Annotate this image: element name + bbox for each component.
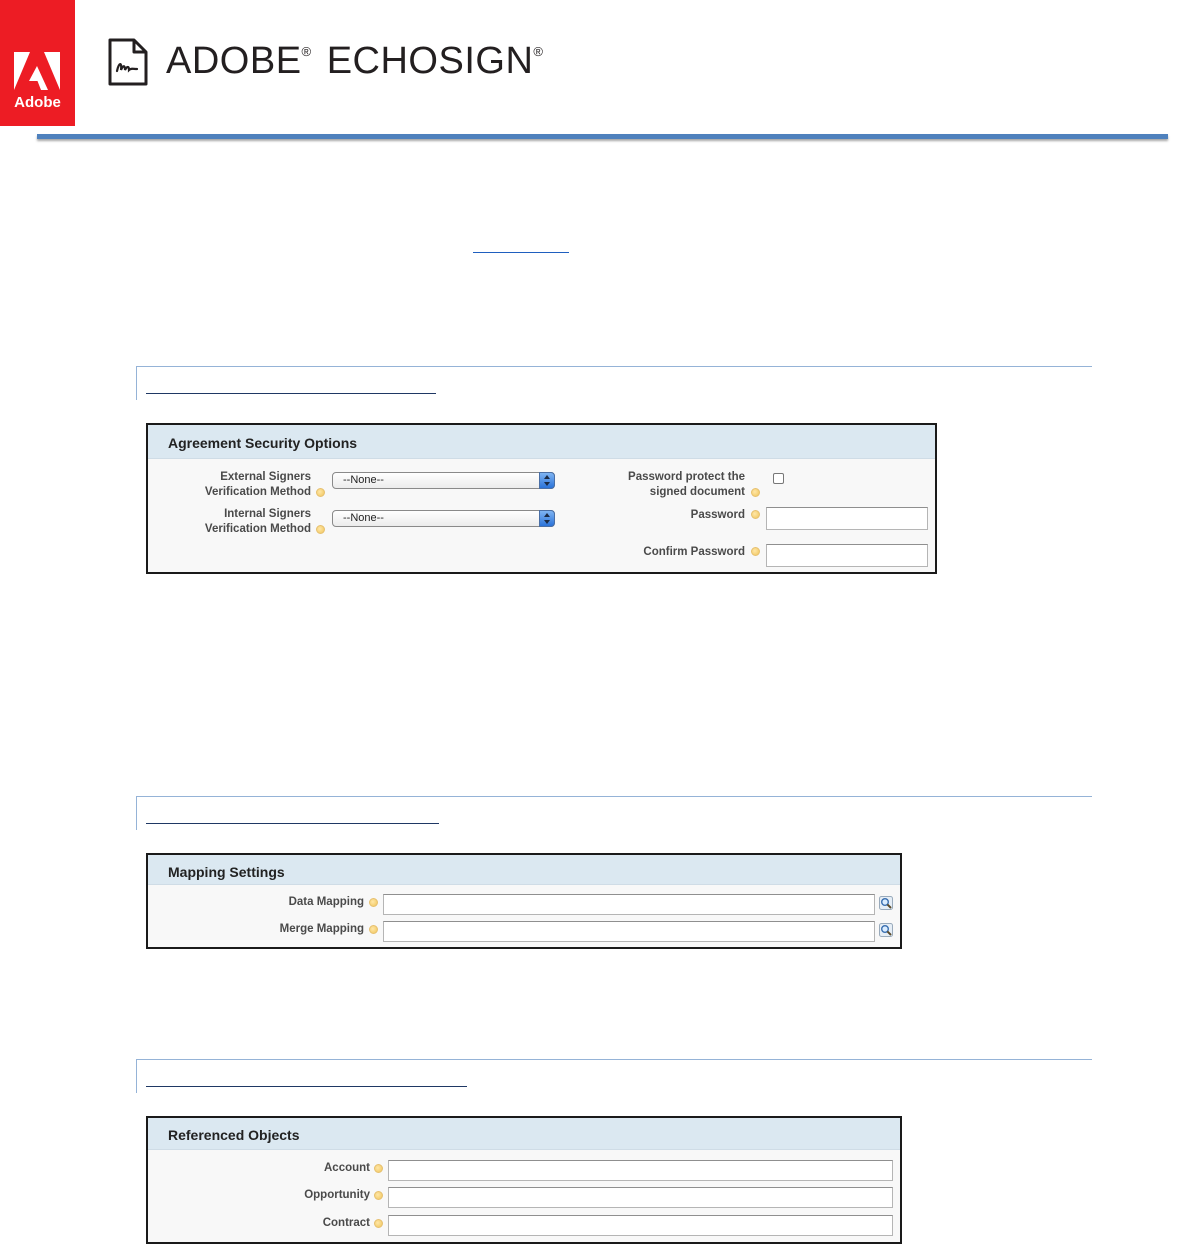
document-signature-icon [106, 38, 150, 88]
adobe-wordmark: Adobe [14, 94, 61, 111]
section-rule-vertical [136, 796, 137, 830]
agreement-security-panel [146, 423, 937, 574]
external-verification-select[interactable] [332, 472, 555, 489]
panel-title: Mapping Settings [148, 855, 900, 885]
label-line: Password protect the [628, 471, 745, 483]
section-rule-vertical [136, 366, 137, 400]
internal-signers-label [158, 507, 311, 537]
password-protect-label [588, 470, 745, 500]
contract-label: Contract [322, 1217, 370, 1229]
label-line: External Signers [220, 471, 311, 483]
data-mapping-input[interactable] [383, 894, 875, 915]
brand-title [166, 40, 548, 83]
merge-mapping-label: Merge Mapping [279, 923, 364, 935]
brand-echosign: ECHOSIGN [326, 40, 534, 82]
help-icon[interactable] [374, 1164, 383, 1173]
help-icon[interactable] [374, 1191, 383, 1200]
opportunity-label: Opportunity [304, 1189, 370, 1201]
section-rule [136, 366, 1092, 367]
account-input[interactable] [388, 1160, 893, 1181]
section-heading-underline [146, 823, 439, 824]
confirm-password-label: Confirm Password [643, 546, 745, 558]
section-heading-underline [146, 1086, 467, 1087]
section-rule-vertical [136, 1059, 137, 1093]
external-signers-label [158, 470, 311, 500]
adobe-logo [0, 0, 75, 126]
select-value: --None-- [343, 512, 384, 524]
lookup-magnifier-icon[interactable] [879, 923, 893, 937]
mapping-settings-panel [146, 853, 902, 949]
panel-title: Agreement Security Options [148, 425, 935, 459]
label-line: Verification Method [204, 523, 311, 535]
opportunity-input[interactable] [388, 1187, 893, 1208]
help-icon[interactable] [751, 488, 760, 497]
section-rule [136, 796, 1092, 797]
help-icon[interactable] [316, 525, 325, 534]
label-line: Internal Signers [224, 508, 311, 520]
merge-mapping-input[interactable] [383, 921, 875, 942]
referenced-objects-panel [146, 1116, 902, 1244]
help-icon[interactable] [369, 925, 378, 934]
hyperlink-underline[interactable] [473, 252, 569, 253]
header-rule [37, 134, 1168, 139]
account-label: Account [324, 1162, 370, 1174]
internal-verification-select[interactable] [332, 510, 555, 527]
select-arrows-icon [539, 472, 555, 489]
select-arrows-icon [539, 510, 555, 527]
data-mapping-label: Data Mapping [288, 896, 364, 908]
adobe-logo-icon [14, 52, 60, 92]
section-rule [136, 1059, 1092, 1060]
help-icon[interactable] [369, 898, 378, 907]
password-label: Password [690, 509, 745, 521]
contract-input[interactable] [388, 1215, 893, 1236]
registered-mark-2: ® [533, 44, 544, 59]
label-line: Verification Method [204, 486, 311, 498]
label-line: signed document [649, 486, 745, 498]
lookup-magnifier-icon[interactable] [879, 896, 893, 910]
help-icon[interactable] [374, 1219, 383, 1228]
help-icon[interactable] [751, 547, 760, 556]
panel-title: Referenced Objects [148, 1118, 900, 1150]
brand-adobe: ADOBE [166, 40, 302, 82]
help-icon[interactable] [751, 510, 760, 519]
confirm-password-field[interactable] [766, 544, 928, 567]
section-heading-underline [146, 393, 436, 394]
password-field[interactable] [766, 507, 928, 530]
registered-mark: ® [301, 44, 312, 59]
password-protect-checkbox[interactable] [773, 473, 784, 484]
help-icon[interactable] [316, 488, 325, 497]
select-value: --None-- [343, 474, 384, 486]
